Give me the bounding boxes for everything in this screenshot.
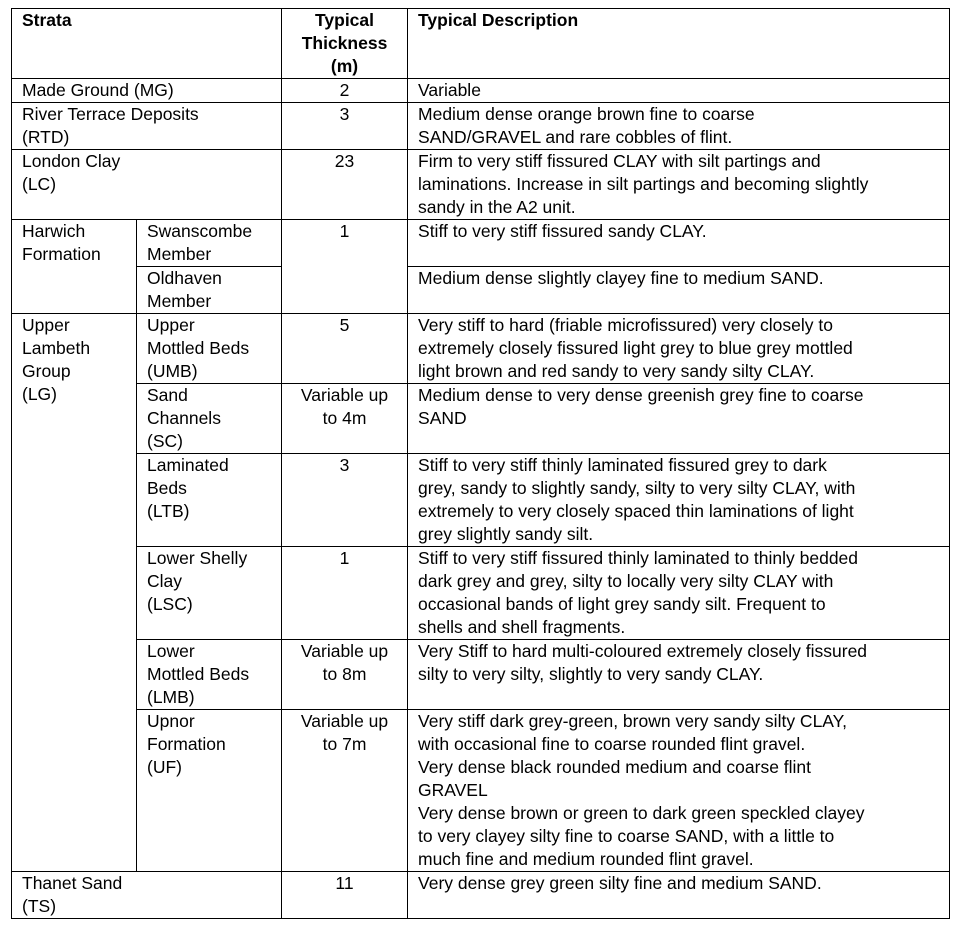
thickness-cell: 11 bbox=[282, 872, 408, 919]
strata-cell: London Clay (LC) bbox=[12, 150, 282, 220]
member-cell: Upper Mottled Beds (UMB) bbox=[137, 314, 282, 384]
group-cell-harwich: Harwich Formation bbox=[12, 220, 137, 314]
strata-cell: Made Ground (MG) bbox=[12, 79, 282, 103]
table-row bbox=[12, 103, 950, 150]
thickness-cell: 5 bbox=[282, 314, 408, 384]
strata-cell: Thanet Sand (TS) bbox=[12, 872, 282, 919]
description-cell: Very Stiff to hard multi-coloured extremely closely fissured silty to very silty, slightly to very sandy CLAY. bbox=[408, 640, 950, 710]
description-cell: Very stiff dark grey-green, brown very sandy silty CLAY, with occasional fine to coarse rounded flint gravel. Very dense black rounded medium and coarse flint GRAVEL Very dense brown or green to dark green speckled clayey to very clayey silty fine to coarse SAND, with a little to much fine and medium rounded flint gravel. bbox=[408, 710, 950, 872]
description-cell: Variable bbox=[408, 79, 950, 103]
member-cell: Lower Mottled Beds (LMB) bbox=[137, 640, 282, 710]
description-cell: Very dense grey green silty fine and medium SAND. bbox=[408, 872, 950, 919]
header-strata: Strata bbox=[12, 9, 282, 79]
table-row bbox=[12, 220, 950, 267]
description-cell: Medium dense to very dense greenish grey fine to coarse SAND bbox=[408, 384, 950, 454]
table-row bbox=[12, 79, 950, 103]
table-row bbox=[12, 384, 950, 454]
table-row bbox=[12, 872, 950, 919]
member-cell: Oldhaven Member bbox=[137, 267, 282, 314]
table-row bbox=[12, 454, 950, 547]
member-cell: Sand Channels (SC) bbox=[137, 384, 282, 454]
thickness-cell: 1 bbox=[282, 220, 408, 314]
description-cell: Medium dense orange brown fine to coarse SAND/GRAVEL and rare cobbles of flint. bbox=[408, 103, 950, 150]
thickness-cell: Variable up to 7m bbox=[282, 710, 408, 872]
thickness-cell: 1 bbox=[282, 547, 408, 640]
description-cell: Medium dense slightly clayey fine to medium SAND. bbox=[408, 267, 950, 314]
description-cell: Firm to very stiff fissured CLAY with silt partings and laminations. Increase in silt partings and becoming slightly sandy in the A2 unit. bbox=[408, 150, 950, 220]
thickness-cell: 23 bbox=[282, 150, 408, 220]
thickness-cell: 3 bbox=[282, 103, 408, 150]
strata-cell: River Terrace Deposits (RTD) bbox=[12, 103, 282, 150]
description-cell: Stiff to very stiff fissured thinly laminated to thinly bedded dark grey and grey, silty to locally very silty CLAY with occasional bands of light grey sandy silt. Frequent to shells and shell fragments. bbox=[408, 547, 950, 640]
strata-table bbox=[11, 8, 950, 919]
table-row bbox=[12, 710, 950, 872]
table-row bbox=[12, 314, 950, 384]
table-row bbox=[12, 150, 950, 220]
member-cell: Laminated Beds (LTB) bbox=[137, 454, 282, 547]
member-cell: Swanscombe Member bbox=[137, 220, 282, 267]
description-cell: Stiff to very stiff fissured sandy CLAY. bbox=[408, 220, 950, 267]
table-row bbox=[12, 640, 950, 710]
description-cell: Very stiff to hard (friable microfissured) very closely to extremely closely fissured light grey to blue grey mottled light brown and red sandy to very sandy silty CLAY. bbox=[408, 314, 950, 384]
table-row bbox=[12, 267, 950, 314]
thickness-cell: Variable up to 4m bbox=[282, 384, 408, 454]
table-row bbox=[12, 547, 950, 640]
header-thickness: Typical Thickness (m) bbox=[282, 9, 408, 79]
header-description: Typical Description bbox=[408, 9, 950, 79]
description-cell: Stiff to very stiff thinly laminated fissured grey to dark grey, sandy to slightly sandy, silty to very silty CLAY, with extremely to very closely spaced thin laminations of light grey slightly sandy silt. bbox=[408, 454, 950, 547]
thickness-cell: 2 bbox=[282, 79, 408, 103]
thickness-cell: 3 bbox=[282, 454, 408, 547]
header-row bbox=[12, 9, 950, 79]
group-cell-lambeth: Upper Lambeth Group (LG) bbox=[12, 314, 137, 872]
member-cell: Lower Shelly Clay (LSC) bbox=[137, 547, 282, 640]
thickness-cell: Variable up to 8m bbox=[282, 640, 408, 710]
member-cell: Upnor Formation (UF) bbox=[137, 710, 282, 872]
